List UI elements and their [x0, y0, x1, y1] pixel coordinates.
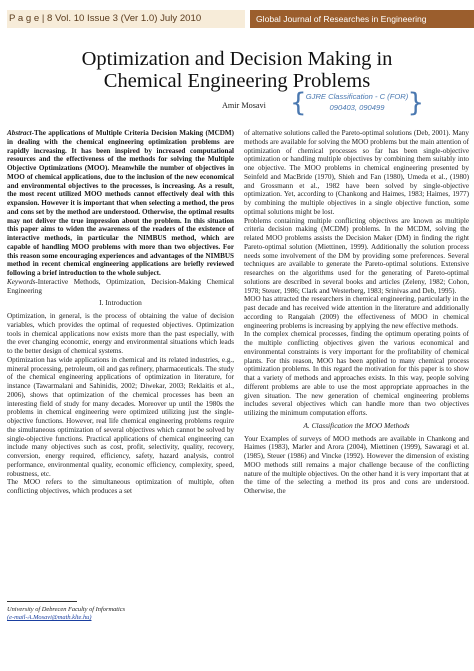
- subsection-heading-classification: A. Classification the MOO Methods: [303, 420, 410, 430]
- right-paragraph-1: of alternative solutions called the Pareto-optimal solutions (Deb, 2001). Many methods are available for solving the MOO problems but the main attention of optimization of chemical processes so far has been single-objective optimization or handling multiple objectives by combining them suitably into one objective. The MOO problems in chemical engineering presented by Seinfeld and MacBride (1970), Shieh and Fan (1980), Umeda et al., (1980) and Grossmann et al., 1982 have been solved by single-objective optimization. Yet, according to (Chankong and Haimes, 1983; Haimes, 1977) by combining the multiple objectives in a single objective function, some optimal solutions might be lost.: [244, 129, 469, 216]
- header-journal-name: Global Journal of Researches in Engineering: [250, 10, 474, 28]
- abstract-label: Abstract-: [7, 129, 34, 137]
- right-paragraph-3: MOO has attracted the researchers in chemical engineering, particularly in the past decade and has received wide attention in the literature and additionally according to Rangaiah (2009) the effectiveness of MOO in chemical engineering problems is increasing by applying the new effective methods.: [244, 295, 469, 330]
- right-brace-icon: }: [407, 88, 424, 118]
- intro-paragraph-3: The MOO refers to the simultaneous optimization of multiple, often conflicting objectives, which produces a set: [7, 478, 234, 495]
- running-header: [0, 10, 474, 28]
- footnote: [7, 606, 234, 622]
- classification-line-1: GJRE Classification - C (FOR): [305, 92, 409, 101]
- intro-paragraph-1: Optimization, in general, is the process of obtaining the value of decision variables, which provides the optimal of requested objectives. Optimization tools in chemical applications now exists more than the past especially, with the ever changing economic, energy and environmental situations which leads to the better design of chemical systems.: [7, 312, 234, 355]
- author-name: Amir Mosavi: [222, 101, 266, 110]
- abstract: [7, 129, 234, 278]
- intro-paragraph-2: Optimization has wide applications in chemical and its related industries, e.g., mineral processing, petroleum, oil and gas refinery, pharmaceuticals. The study of the chemical engineering applications of optimization in literature, for instance (Tawarmalani and Sahinidis, 2002; Diwekar, 2003; Reklaitis et al., 2006), shows that optimization of the chemical processes has been an interesting field of study for many decades. Moreover up until the 1980s the problems in chemical engineering were optimized utilizing just the single-objective functions. However, real life chemical engineering problems require the simultaneous optimization of several objectives which cannot be solved by single-objective functions. Practical applications of chemical engineering can include many objectives such as cost, profit, selectivity, quality, recovery, conversion, energy required, efficiency, safety, hazard analysis, control performance, environmental quality, economic efficiency, complexity, speed, robustness, etc.: [7, 355, 234, 478]
- keywords-text: Interactive Methods, Optimization, Decision-Making Chemical Engineering: [7, 277, 234, 295]
- section-heading-introduction: I. Introduction: [99, 298, 142, 308]
- classification-box: [290, 88, 424, 118]
- paper-title: [0, 48, 474, 92]
- footnote-divider: [7, 601, 77, 602]
- right-paragraph-4: In the complex chemical processes, finding the optimum operating points of the multiple conflicting objectives given the various economical and environmental constraints is very important for the profitability of chemical plants. For this reason, MOO has been applied to many chemical process optimization problems. In this regard the motivation for this paper is to show that a variety of methods and approaches exists. In this way, people solving different problems are able to use the most appropriate approaches in the given situation. The new generation of chemical engineering problems includes several objectives which can handle more than two objectives utilizing the minimum computation efforts.: [244, 330, 469, 417]
- title-line-2: Chemical Engineering Problems: [103, 70, 371, 92]
- abstract-text: The applications of Multiple Criteria Decision Making (MCDM) in dealing with the chemical engineering optimization problems are rapidly increasing. It has been inspired by increased computational resources and the effectiveness of the methods for solving the Multiple Objective Optimizations (MOO). Meanwhile the number of objectives in MOO of chemical applications, due to the inclusion of the new economical and environmental objectives to the processes, is increasing. As a result, the most recent utilized MOO methods cannot effectively deal with this expansion. However it is important that when selecting a method, the pros and cons set by the method are understood. Otherwise, the optimal results may not deliver the true impression about the problem. In this situation this paper aims to widen the awareness of the readers of the existence of interactive methods, in particular the NIMBUS method, which are capable of handling MOO problems with more than two objectives. For this reason some encouraging experiences and advantages of the NIMBUS method in recent chemical engineering applications are briefly reviewed following a brief introduction to the whole subject.: [7, 129, 234, 277]
- left-column: [7, 129, 234, 496]
- keywords: [7, 278, 234, 296]
- left-brace-icon: {: [290, 88, 307, 118]
- right-paragraph-2: Problems containing multiple conflicting objectives are known as multiple criteria decision making (MCDM) problems. In the MCDM, solving the related MOO problems assists the Decision Maker (DM) in finding the right Pareto-optimal solution (Miettinen, 1999). Additionally the solution process needs some involvement of the DM by providing some preferences. Several techniques are available to generate the Pareto-optimal solutions. Extensive researches on the algorithms used for the generating of Pareto-optimal solutions are described in several books and articles (Zeleny, 1982; Cohon, 1978; Steuer, 1986; Clark and Westerberg, 1983; Srinivas and Deb, 1995).: [244, 216, 469, 295]
- right-column: [244, 129, 469, 496]
- header-page-info: P a g e | 8 Vol. 10 Issue 3 (Ver 1.0) July 2010: [7, 10, 245, 28]
- right-paragraph-5: Your Examples of surveys of MOO methods are available in Chankong and Haimes (1983), Marler and Arora (2004), Miettinen (1999), Sawaragi et al. (1985), Steuer (1986) and Vincke (1992). However the dimension of existing MOO methods still remains a major challenge because of the conflicting nature of the multiple objectives. On the other hand it is very important that at the time of the selecting a method its pros and cons are understood. Otherwise, the: [244, 434, 469, 495]
- title-line-1: Optimization and Decision Making in: [81, 48, 393, 70]
- footnote-email-link[interactable]: (e-mail-A.Mosavi@math.klte.hu): [7, 614, 92, 621]
- footnote-affiliation: University of Debrecen Faculty of Informatics: [7, 606, 126, 613]
- classification-line-2: 090403, 090499: [329, 103, 385, 112]
- keywords-label: Keywords-: [7, 277, 38, 286]
